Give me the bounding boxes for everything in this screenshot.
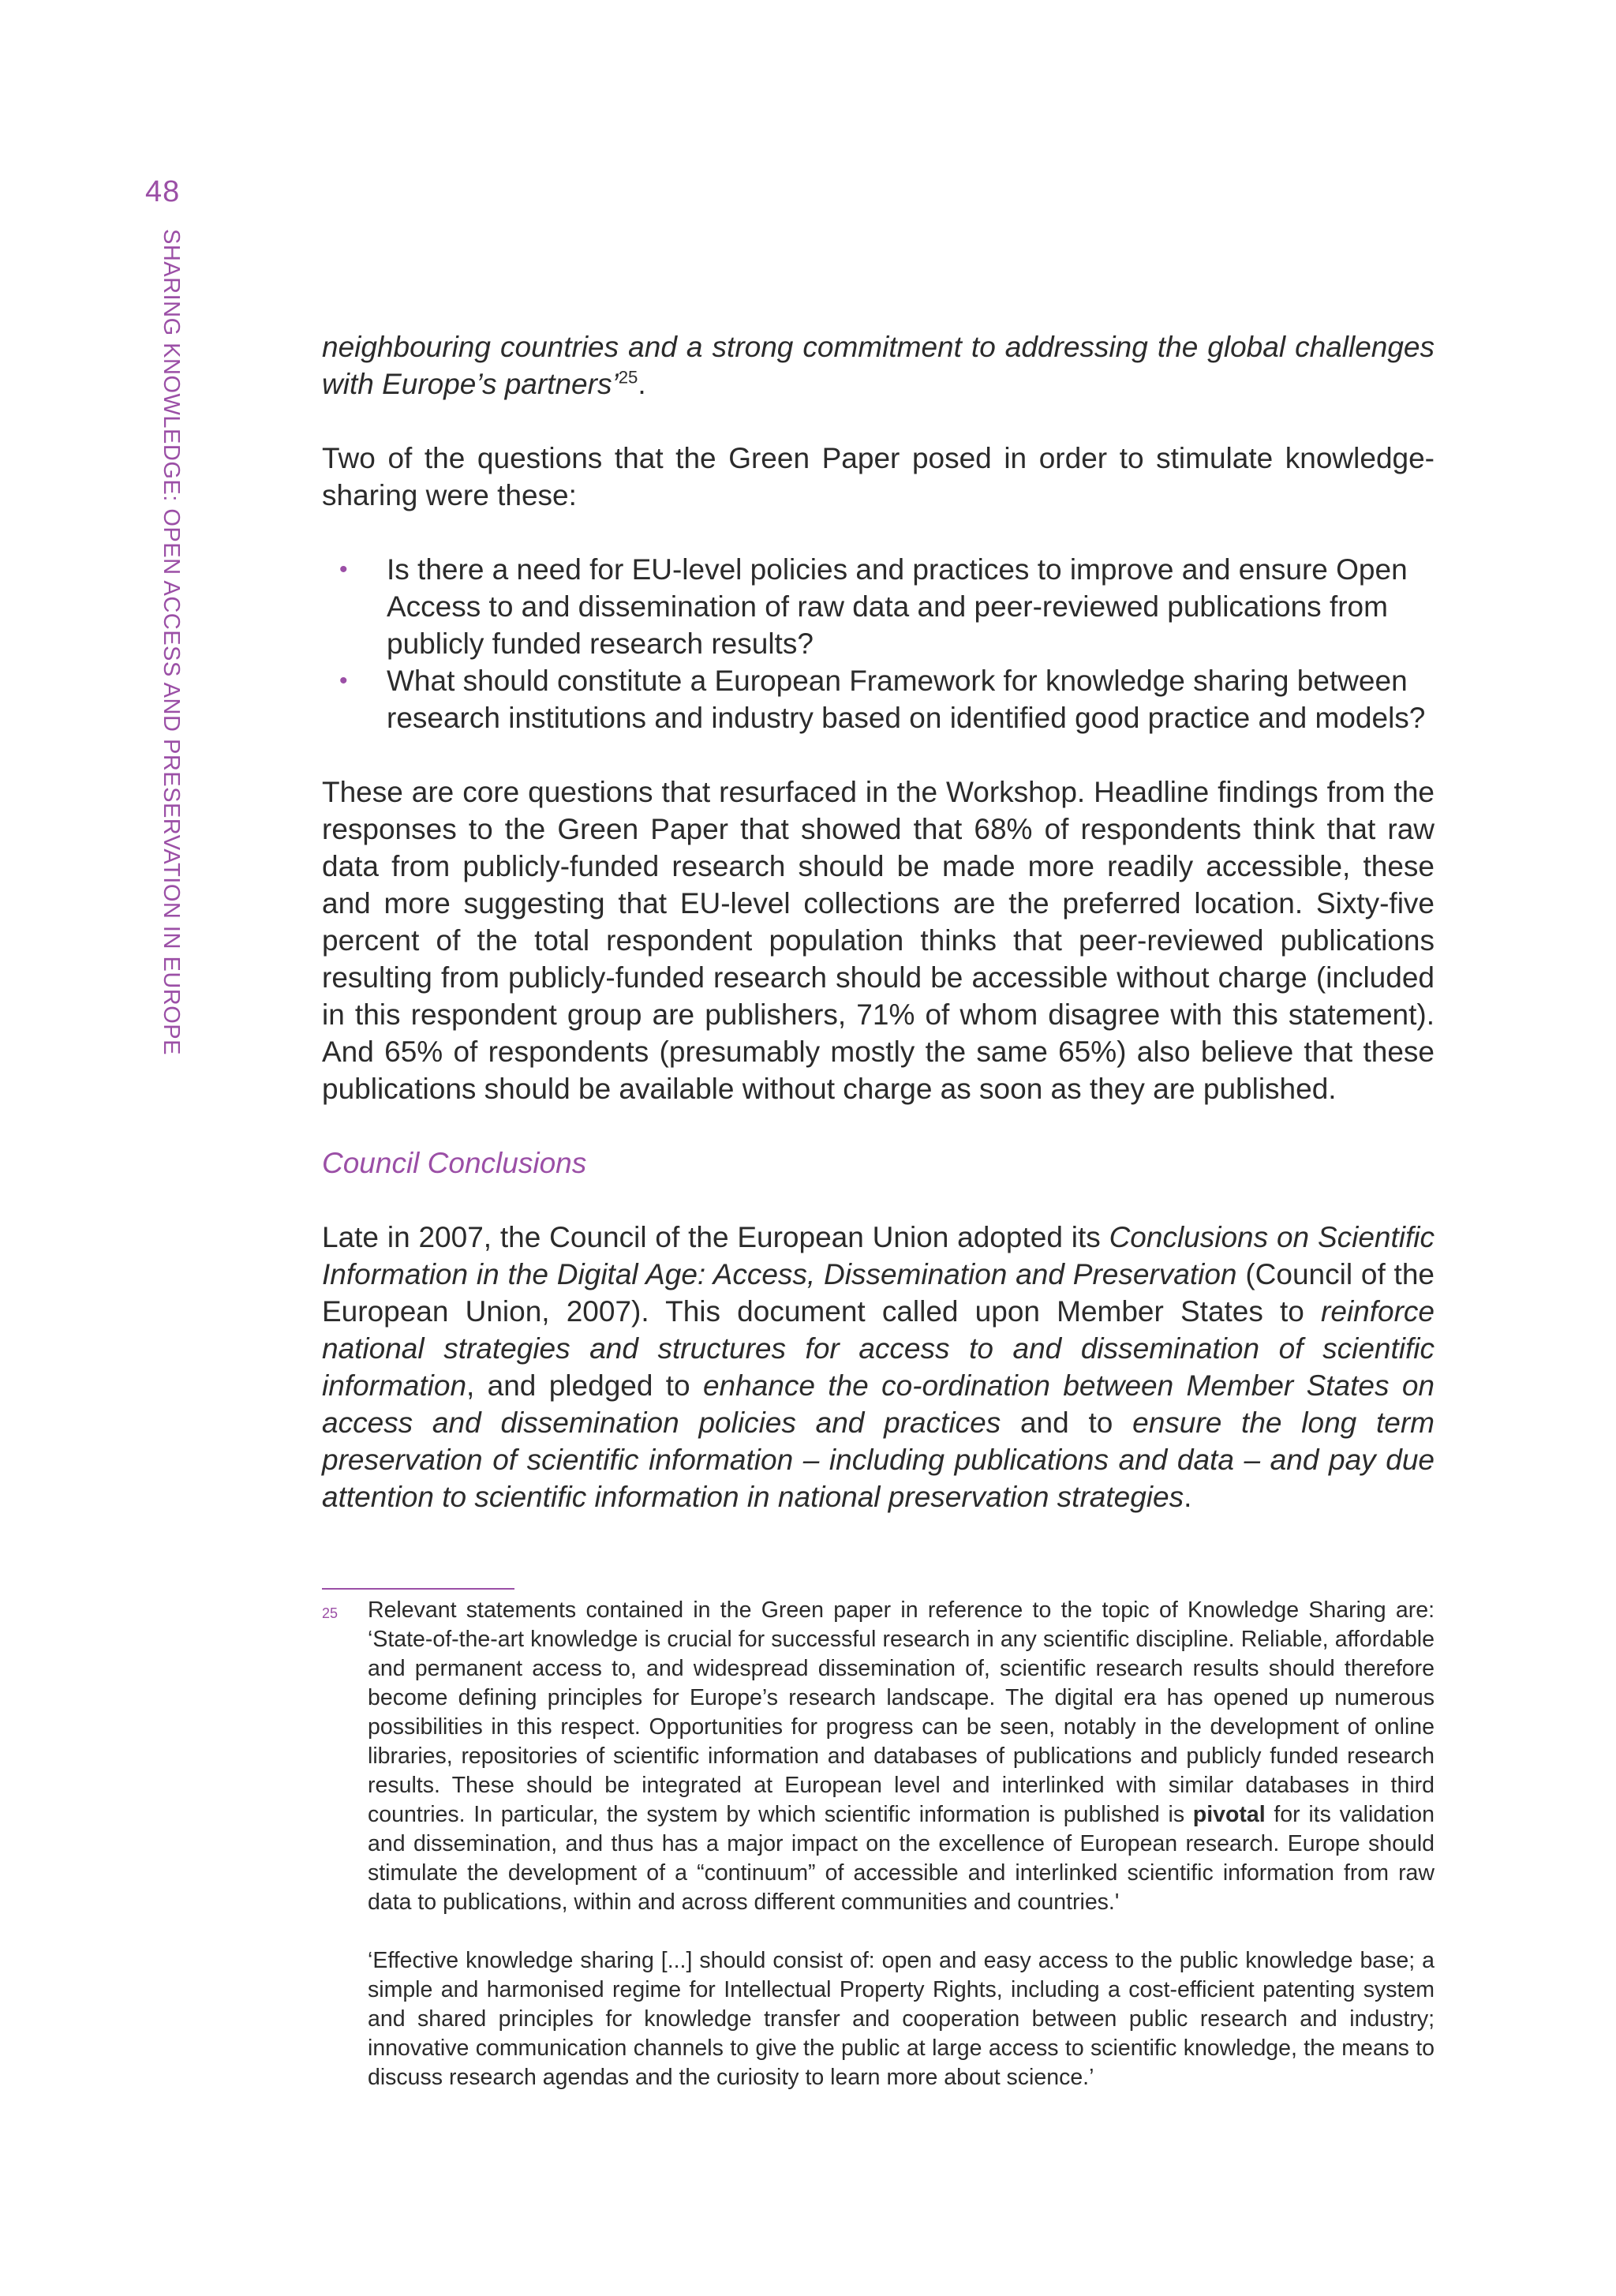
paragraph-4-text: and to: [1001, 1406, 1133, 1439]
footnote-paragraph-1: Relevant statements contained in the Green paper in reference to the topic of Knowledge Sharing are: ‘State-of-the-art knowledge is crucial for successful research in any scientific discipline. Reliable, affordable and permanent access to, and widespread dissemination of, scientific research results should therefore become defining principles for Europe’s research landscape. The digital era has opened up numerous possibilities in this respect. Opportunities for progress can be seen, notably in the development of online libraries, repositories of scientific information and databases of publications and publicly funded research results. These should be integrated at European level and interlinked with similar databases in third countries. In particular, the system by which scientific information is published is pivotal for its validation and dissemination, and thus has a major impact on the excellence of European research. Europe should stimulate the development of a “continuum” of accessible and interlinked scientific information from raw data to publications, within and across different communities and countries.': [368, 1597, 1435, 1915]
paragraph-4-text: Late in 2007, the Council of the European Union adopted its: [322, 1221, 1109, 1253]
section-heading: Council Conclusions: [322, 1147, 587, 1179]
paragraph-4: [322, 1219, 1435, 1515]
list-item-text: Is there a need for EU-level policies and practices to improve and ensure Open Access to and dissemination of raw data and peer-reviewed publications from publicly funded research results?: [387, 553, 1408, 660]
footnote-ref[interactable]: 25: [618, 367, 638, 388]
paragraph-3: These are core questions that resurfaced in the Workshop. Headline findings from the responses to the Green Paper that showed that 68% of respondents think that raw data from publicly-funded research should be made more readily accessible, these and more suggesting that EU-level collections are the preferred location. Sixty-five percent of the total respondent population thinks that peer-reviewed publications resulting from publicly-funded research should be accessible without charge (included in this respondent group are publishers, 71% of whom disagree with this statement). And 65% of respondents (presumably mostly the same 65%) also believe that these publications should be available without charge as soon as they are published.: [322, 776, 1435, 1105]
bullet-icon: •: [339, 556, 348, 582]
paragraph-2: Two of the questions that the Green Paper posed in order to stimulate knowledge-sharing were these:: [322, 442, 1435, 511]
running-head: SHARING KNOWLEDGE: OPEN ACCESS AND PRESERVATION IN EUROPE: [159, 229, 184, 1055]
question-list: [322, 551, 1435, 736]
footnote: [322, 1596, 1435, 2092]
main-text: [322, 328, 1435, 1515]
paragraph-4-italic: ensure the long term preservation of scientific information – including publications and data – and pay due attention to scientific information in national preservation strategies: [322, 1406, 1435, 1513]
paragraph-4-italic: enhance the co-ordination between Member States on access and dissemination policies and practices: [322, 1369, 1435, 1439]
page-number: 48: [145, 175, 181, 208]
paragraph-4-italic: reinforce national strategies and structures for access to and dissemination of scientific information: [322, 1295, 1435, 1402]
list-item: [322, 551, 1435, 662]
footnote-mark: 25: [322, 1605, 339, 1621]
paragraph-1-italic: neighbouring countries and a strong commitment to addressing the global challenges with Europe’s partners’: [322, 331, 1435, 400]
footnote-paragraph-2: ‘Effective knowledge sharing [...] should consist of: open and easy access to the public knowledge base; a simple and harmonised regime for Intellectual Property Rights, including a cost-efficient patenting system and shared principles for knowledge transfer and cooperation between public research and industry; innovative communication channels to give the public at large access to scientific knowledge, the means to discuss research agendas and the curiosity to learn more about science.’: [368, 1948, 1435, 2090]
paragraph-4-italic: Conclusions on Scientific Information in the Digital Age: Access, Dissemination and Preservation: [322, 1221, 1435, 1290]
paragraph-1-tail: .: [638, 368, 646, 400]
paragraph-4-text: (Council of the European Union, 2007). This document called upon Member States to: [322, 1258, 1435, 1328]
paragraph-1: [322, 328, 1435, 403]
list-item: [322, 662, 1435, 736]
bullet-icon: •: [339, 668, 348, 694]
paragraph-4-text: .: [1184, 1481, 1192, 1513]
list-item-text: What should constitute a European Framework for knowledge sharing between research institutions and industry based on identified good practice and models?: [387, 665, 1426, 734]
paragraph-4-text: , and pledged to: [466, 1369, 703, 1402]
footnote-divider: [322, 1588, 514, 1590]
footnote-bold-term: pivotal: [1192, 1802, 1266, 1827]
